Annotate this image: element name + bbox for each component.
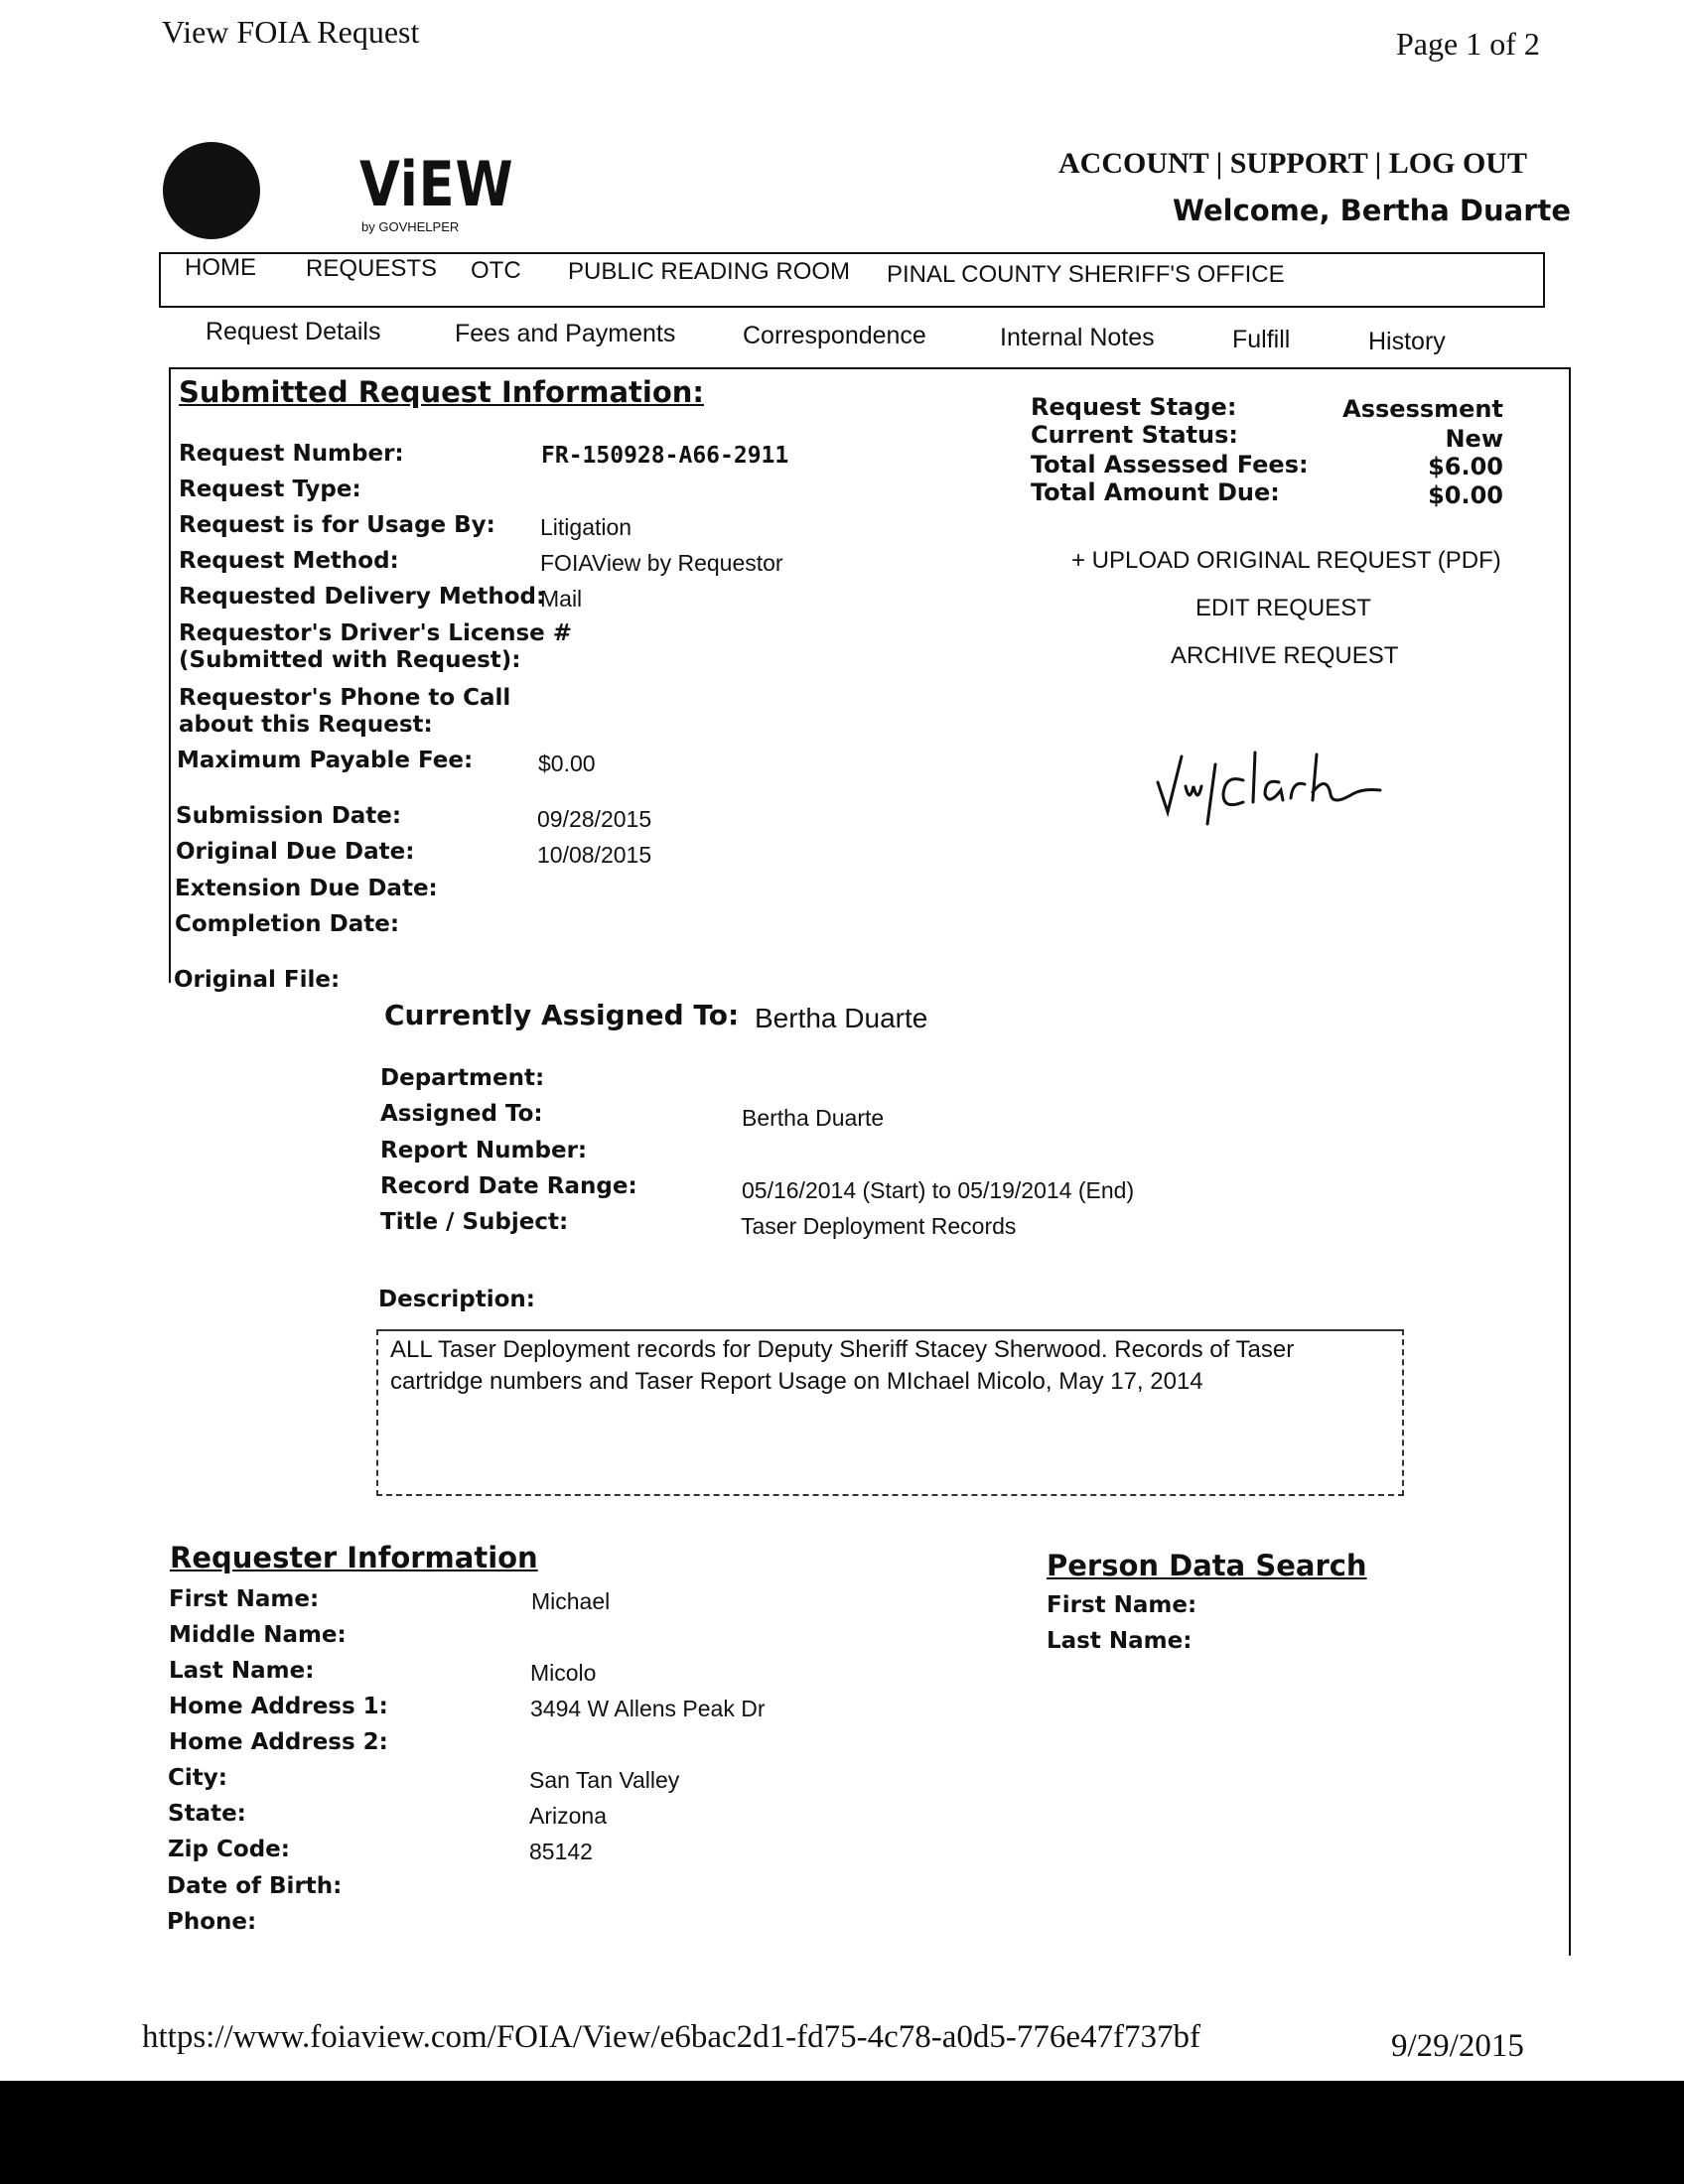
- currently-assigned-heading: Currently Assigned To:: [384, 999, 740, 1031]
- request-number-value: FR-150928-A66-2911: [541, 443, 789, 469]
- usage-value: Litigation: [540, 514, 632, 540]
- current-status-value: New: [1445, 425, 1503, 453]
- completion-date-label: Completion Date:: [175, 911, 400, 937]
- zip-code-label: Zip Code:: [168, 1837, 290, 1862]
- report-number-label: Report Number:: [380, 1138, 588, 1163]
- tab-correspondence[interactable]: Correspondence: [743, 322, 926, 349]
- separator: |: [1374, 147, 1382, 180]
- footer-url: https://www.foiaview.com/FOIA/View/e6bac2d1-fd75-4c78-a0d5-776e47f737bf: [142, 2019, 1200, 2055]
- original-due-date-value: 10/08/2015: [537, 842, 652, 868]
- print-header-title: View FOIA Request: [162, 14, 420, 50]
- request-type-label: Request Type:: [179, 477, 361, 502]
- print-page-number: Page 1 of 2: [1396, 26, 1540, 62]
- city-value: San Tan Valley: [529, 1767, 680, 1793]
- city-label: City:: [168, 1765, 227, 1791]
- requester-last-name-value: Micolo: [530, 1660, 597, 1686]
- max-fee-value: $0.00: [538, 751, 596, 776]
- date-of-birth-label: Date of Birth:: [167, 1873, 343, 1899]
- scan-bottom-band: [0, 2081, 1684, 2184]
- department-label: Department:: [380, 1065, 545, 1091]
- requester-first-name-value: Michael: [531, 1588, 611, 1614]
- phone-to-call-label: Requestor's Phone to Call: [179, 685, 511, 711]
- nav-otc[interactable]: OTC: [471, 257, 521, 284]
- tab-history[interactable]: History: [1368, 328, 1446, 355]
- request-number-label: Request Number:: [179, 441, 404, 467]
- max-fee-label: Maximum Payable Fee:: [177, 748, 474, 773]
- person-last-name-label: Last Name:: [1047, 1628, 1193, 1654]
- content-panel-right-border: [1569, 367, 1571, 1956]
- requester-last-name-label: Last Name:: [169, 1658, 315, 1684]
- home-address-1-value: 3494 W Allens Peak Dr: [530, 1696, 766, 1721]
- nav-public-reading-room[interactable]: PUBLIC READING ROOM: [568, 258, 851, 285]
- total-assessed-fees-label: Total Assessed Fees:: [1031, 451, 1309, 478]
- content-panel-left-border: [169, 367, 171, 983]
- tab-fulfill[interactable]: Fulfill: [1232, 326, 1291, 353]
- original-due-date-label: Original Due Date:: [176, 839, 415, 865]
- total-amount-due-label: Total Amount Due:: [1031, 478, 1280, 506]
- brand-byline: by GOVHELPER: [361, 219, 460, 234]
- handwritten-note-scribble: [1152, 743, 1400, 832]
- state-label: State:: [168, 1801, 246, 1827]
- total-assessed-fees-value: $6.00: [1428, 453, 1503, 480]
- person-first-name-label: First Name:: [1047, 1592, 1197, 1618]
- upload-original-request-link[interactable]: + UPLOAD ORIGINAL REQUEST (PDF): [1071, 547, 1501, 574]
- person-search-title: Person Data Search: [1047, 1549, 1367, 1582]
- phone-to-call-label-line2: about this Request:: [179, 712, 433, 738]
- account-links: [1058, 147, 1527, 181]
- requester-first-name-label: First Name:: [169, 1586, 320, 1612]
- logout-link[interactable]: LOG OUT: [1388, 147, 1527, 180]
- brand-wordmark: ViEW: [359, 148, 514, 220]
- original-file-label: Original File:: [174, 967, 341, 993]
- requester-middle-name-label: Middle Name:: [169, 1622, 347, 1648]
- welcome-message: Welcome, Bertha Duarte: [1173, 194, 1572, 227]
- record-date-range-value: 05/16/2014 (Start) to 05/19/2014 (End): [742, 1177, 1135, 1203]
- tab-request-details[interactable]: Request Details: [206, 318, 381, 345]
- tab-internal-notes[interactable]: Internal Notes: [1000, 324, 1155, 351]
- archive-request-link[interactable]: ARCHIVE REQUEST: [1171, 642, 1399, 669]
- support-link[interactable]: SUPPORT: [1229, 147, 1368, 180]
- currently-assigned-value: Bertha Duarte: [755, 1003, 928, 1033]
- request-method-value: FOIAView by Requestor: [540, 550, 783, 576]
- request-method-label: Request Method:: [179, 548, 399, 574]
- submitted-section-title: Submitted Request Information:: [179, 375, 705, 409]
- zip-code-value: 85142: [529, 1839, 593, 1864]
- request-stage-label: Request Stage:: [1031, 393, 1237, 421]
- submission-date-label: Submission Date:: [176, 803, 402, 829]
- delivery-method-label: Requested Delivery Method:: [179, 584, 546, 610]
- requester-section-title: Requester Information: [170, 1541, 538, 1574]
- assigned-to-label: Assigned To:: [380, 1101, 543, 1127]
- submission-date-value: 09/28/2015: [537, 806, 652, 832]
- seal-logo-icon: [163, 142, 260, 239]
- home-address-1-label: Home Address 1:: [169, 1694, 388, 1719]
- nav-requests[interactable]: REQUESTS: [306, 255, 438, 282]
- drivers-license-label-line2: (Submitted with Request):: [179, 647, 521, 673]
- current-status-label: Current Status:: [1031, 421, 1238, 449]
- description-label: Description:: [378, 1287, 535, 1312]
- tab-fees-and-payments[interactable]: Fees and Payments: [455, 320, 676, 347]
- edit-request-link[interactable]: EDIT REQUEST: [1195, 595, 1371, 621]
- nav-home[interactable]: HOME: [185, 254, 256, 281]
- assigned-to-value: Bertha Duarte: [742, 1105, 885, 1131]
- state-value: Arizona: [529, 1803, 607, 1829]
- description-text: ALL Taser Deployment records for Deputy Sheriff Stacey Sherwood. Records of Taser cartridge numbers and Taser Report Usage on MIchael Micolo, May 17, 2014: [390, 1336, 1295, 1395]
- title-subject-value: Taser Deployment Records: [741, 1213, 1017, 1239]
- title-subject-label: Title / Subject:: [380, 1209, 569, 1235]
- phone-label: Phone:: [167, 1909, 257, 1935]
- logo: [163, 134, 514, 243]
- handwritten-note: [1152, 743, 1400, 832]
- nav-agency[interactable]: PINAL COUNTY SHERIFF'S OFFICE: [887, 261, 1285, 288]
- usage-label: Request is for Usage By:: [179, 512, 495, 538]
- record-date-range-label: Record Date Range:: [380, 1173, 637, 1199]
- delivery-method-value: Mail: [540, 586, 583, 612]
- drivers-license-label: Requestor's Driver's License #: [179, 620, 573, 646]
- content-panel-top-border: [169, 367, 1571, 369]
- request-stage-value: Assessment: [1342, 395, 1503, 423]
- home-address-2-label: Home Address 2:: [169, 1729, 388, 1755]
- extension-due-date-label: Extension Due Date:: [175, 876, 438, 901]
- footer-date: 9/29/2015: [1391, 2028, 1524, 2064]
- total-amount-due-value: $0.00: [1428, 481, 1503, 509]
- separator: |: [1215, 147, 1223, 180]
- account-link[interactable]: ACCOUNT: [1058, 147, 1209, 180]
